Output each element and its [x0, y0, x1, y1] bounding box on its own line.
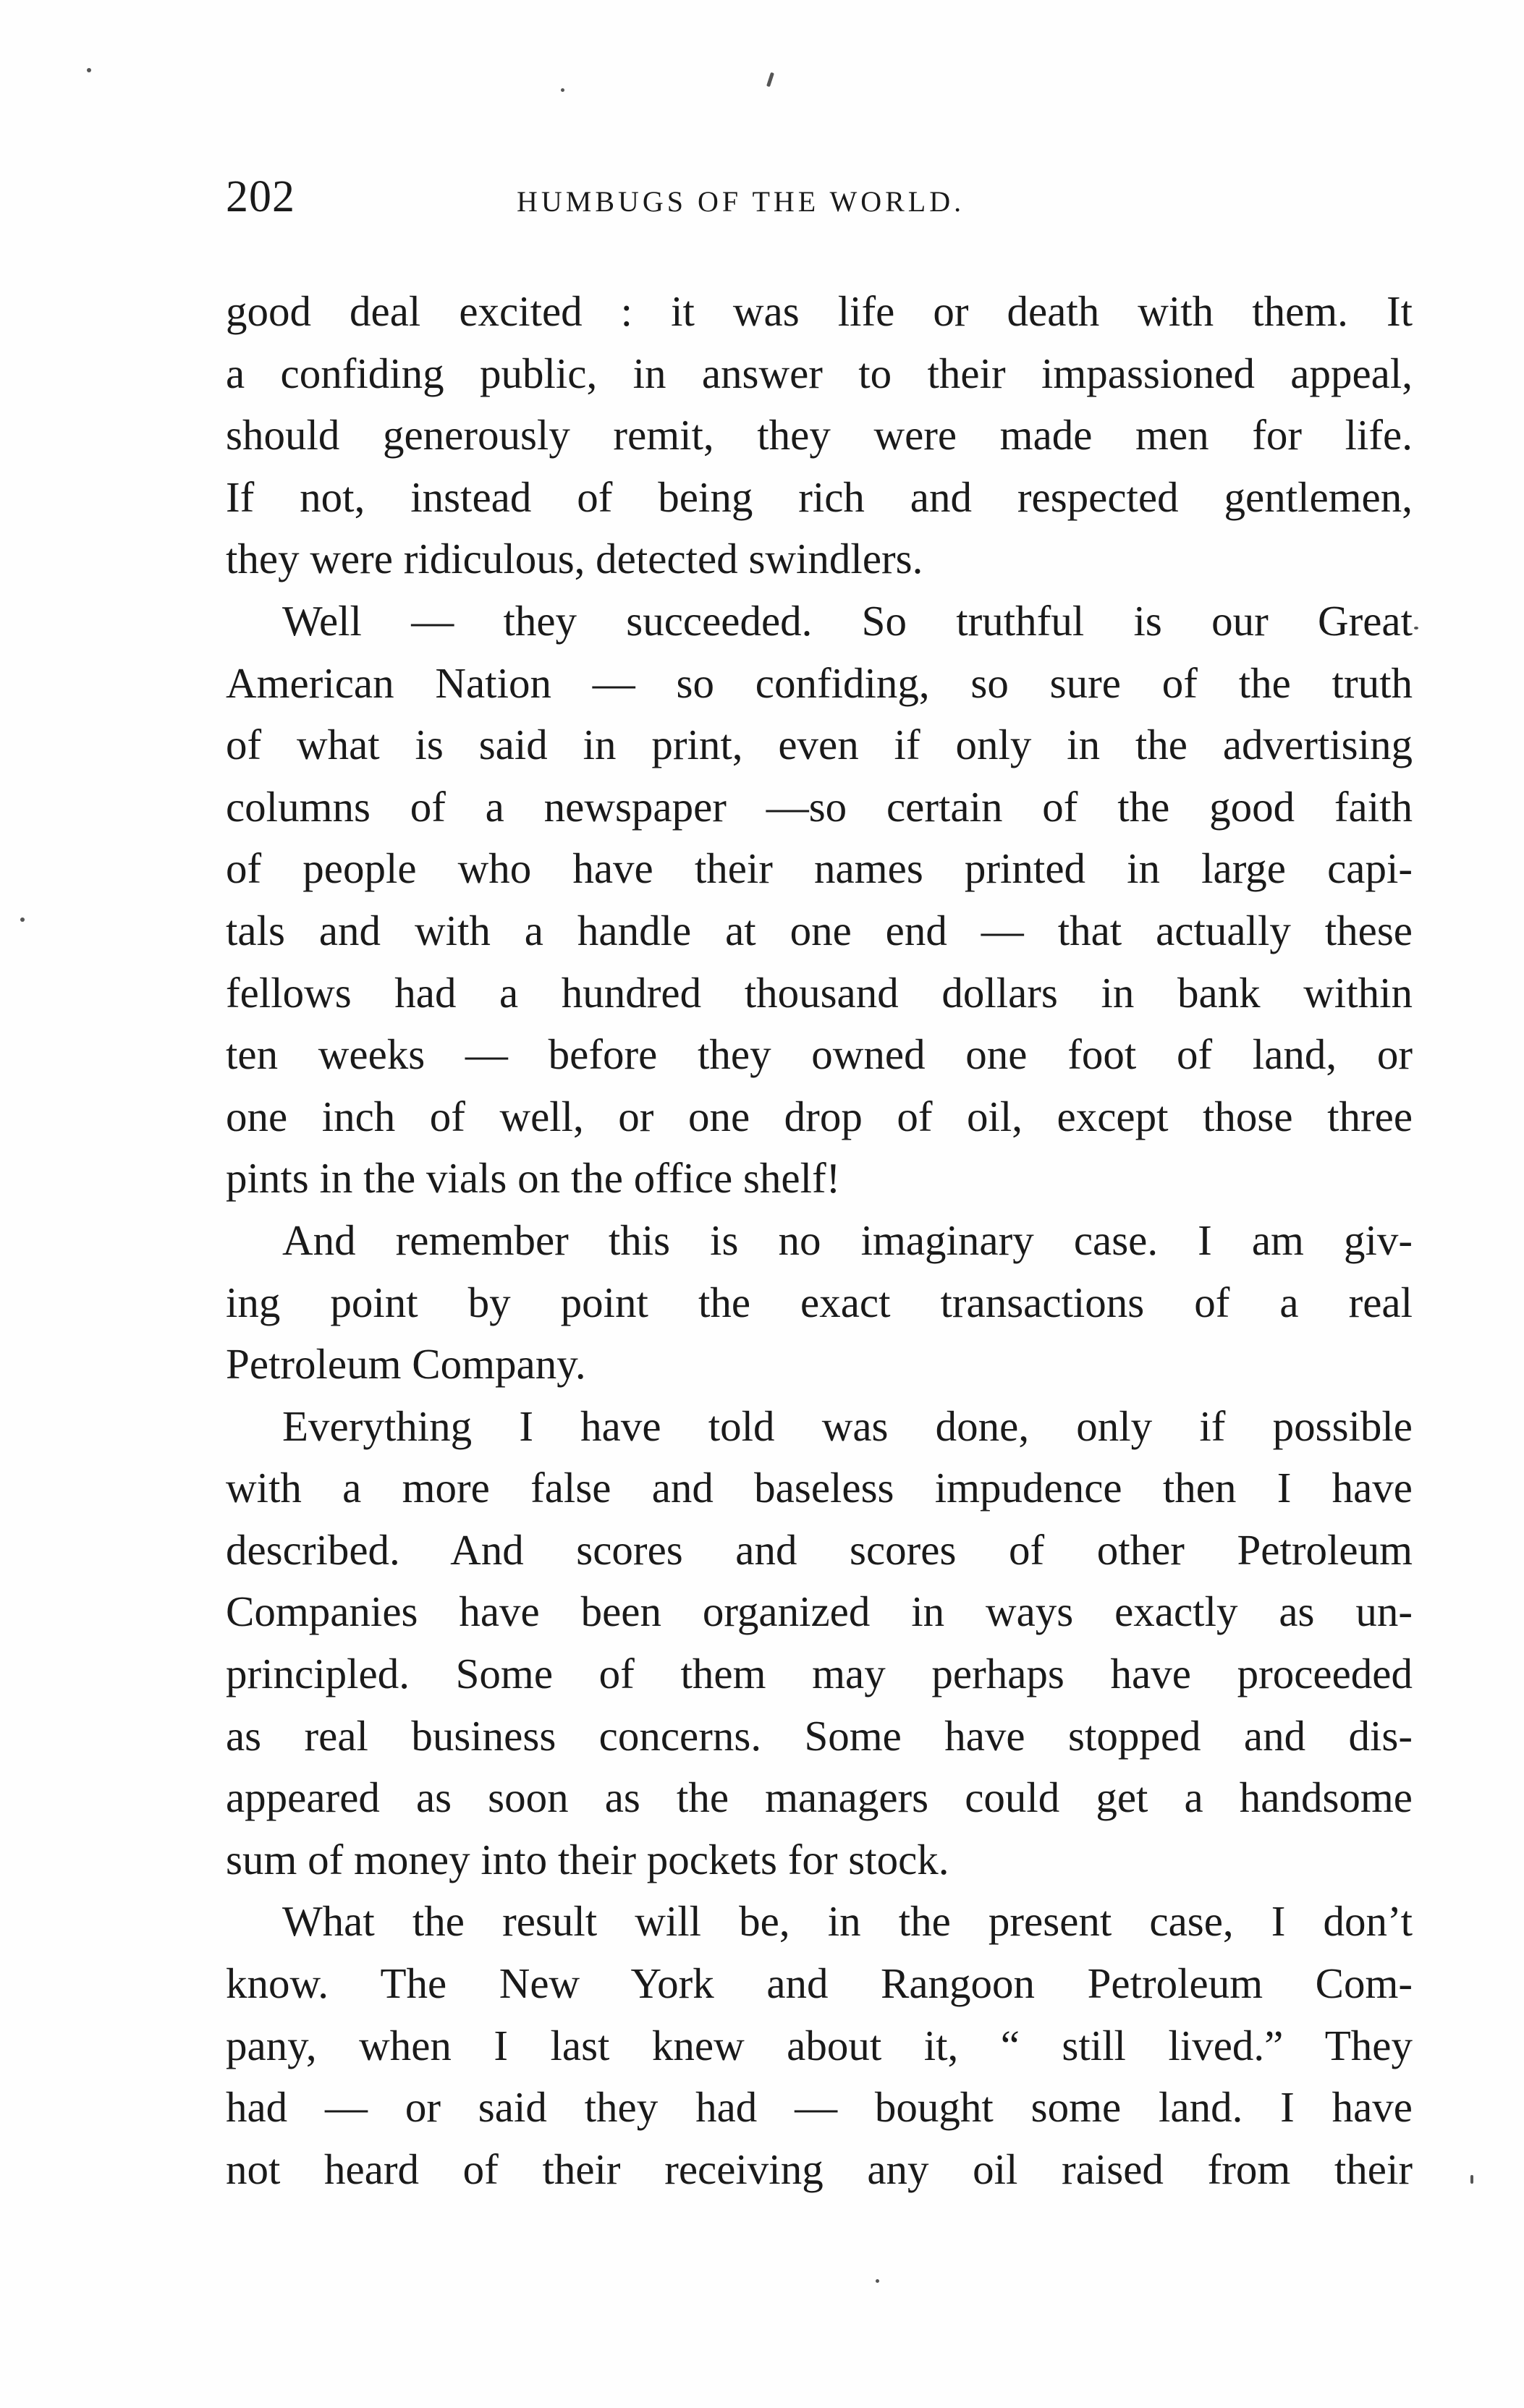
text-line: of what is said in print, even if only in the advertising [226, 721, 1413, 769]
text-line: should generously remit, they were made men for life. [226, 411, 1413, 459]
ink-speck [20, 917, 25, 922]
ink-speck [87, 68, 91, 72]
text-line: principled. Some of them may perhaps have proceeded [226, 1650, 1413, 1698]
running-title: HUMBUGS OF THE WORLD. [517, 185, 965, 218]
text-line: as real business concerns. Some have stopped and dis- [226, 1711, 1413, 1760]
text-line: tals and with a handle at one end — that actually these [226, 906, 1413, 954]
body-text [226, 281, 1413, 2200]
paragraph-first-line: Well — they succeeded. So truthful is our Great [282, 596, 1413, 645]
ink-speck [561, 88, 564, 92]
text-line: know. The New York and Rangoon Petroleum Com- [226, 1959, 1413, 2008]
ink-speck [766, 72, 774, 88]
ink-speck [1414, 627, 1418, 629]
text-line: pints in the vials on the office shelf! [226, 1154, 841, 1203]
text-line: with a more false and baseless impudence then I have [226, 1464, 1413, 1512]
text-line: American Nation — so confiding, so sure of the truth [226, 658, 1413, 707]
text-line: ten weeks — before they owned one foot of land, or [226, 1030, 1413, 1079]
paragraph-first-line: Everything I have told was done, only if possible [282, 1402, 1413, 1450]
text-line: ing point by point the exact transactions of a real [226, 1278, 1413, 1326]
text-line: If not, instead of being rich and respected gentlemen, [226, 472, 1413, 521]
ink-speck [1470, 2175, 1473, 2184]
text-line: pany, when I last knew about it, “ still lived.” They [226, 2021, 1413, 2069]
ink-speck [876, 2279, 879, 2283]
text-line: sum of money into their pockets for stock. [226, 1835, 949, 1883]
text-line: had — or said they had — bought some land. I have [226, 2083, 1413, 2132]
text-line: fellows had a hundred thousand dollars in bank within [226, 968, 1413, 1017]
page-number: 202 [226, 172, 295, 221]
text-line: of people who have their names printed in large capi- [226, 844, 1413, 893]
text-line: columns of a newspaper —so certain of the good faith [226, 782, 1413, 831]
text-line: one inch of well, or one drop of oil, except those three [226, 1092, 1413, 1140]
text-line: good deal excited : it was life or death with them. It [226, 287, 1413, 335]
text-line: they were ridiculous, detected swindlers. [226, 535, 923, 583]
text-line: not heard of their receiving any oil raised from their [226, 2145, 1413, 2193]
text-line: Companies have been organized in ways exactly as un- [226, 1587, 1413, 1636]
text-line: Petroleum Company. [226, 1340, 586, 1389]
text-line: a confiding public, in answer to their impassioned appeal, [226, 349, 1413, 397]
paragraph-first-line: What the result will be, in the present case, I don’t [282, 1897, 1413, 1946]
paragraph-first-line: And remember this is no imaginary case. I am giv- [282, 1216, 1413, 1264]
page-header [226, 161, 1413, 240]
text-line: appeared as soon as the managers could get a handsome [226, 1773, 1413, 1822]
text-line: described. And scores and scores of other Petroleum [226, 1525, 1413, 1574]
